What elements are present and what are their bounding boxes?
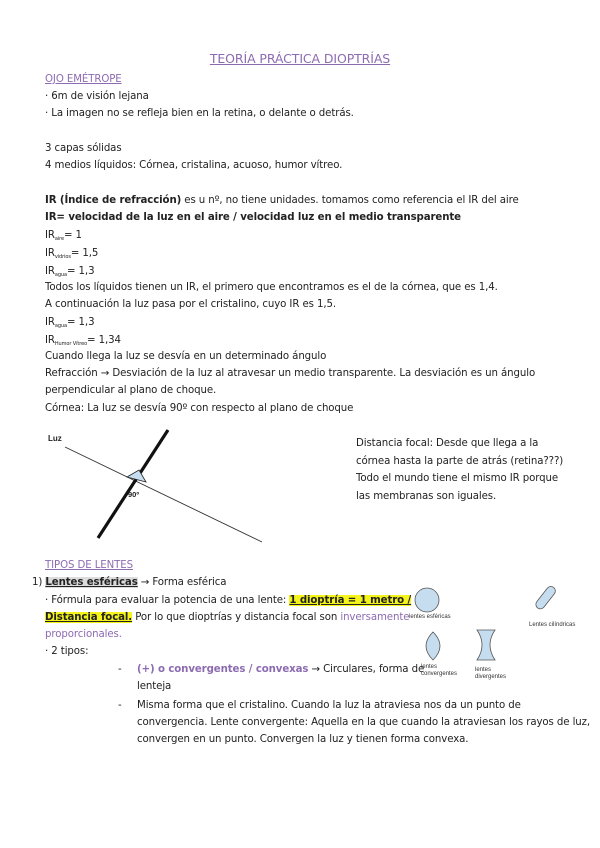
convergent-caption-1: lentes bbox=[421, 664, 438, 670]
inversely-text: inversamente bbox=[340, 612, 410, 623]
list-item-spherical bbox=[32, 576, 226, 589]
text-deviation: Cuando llega la luz se desvía en un determinado ángulo bbox=[45, 351, 327, 362]
ir-air: $IR_{aire}= 1$ bbox=[45, 230, 82, 242]
ir-vitreous: $IR_{Humor Vítreo}= 1,34$ bbox=[45, 335, 121, 347]
same-form-1: Misma forma que el cristalino. Cuando la luz la atraviesa nos da un punto de bbox=[137, 700, 521, 711]
text-continuation: A continuación la luz pasa por el cristalino, cuyo IR es 1,5. bbox=[45, 299, 337, 310]
focal-highlight: Distancia focal. bbox=[45, 612, 133, 623]
text-media: 4 medios líquidos: Córnea, cristalina, acuoso, humor vítreo. bbox=[45, 160, 343, 171]
ir-term: IR (Índice de refracción) bbox=[45, 195, 182, 206]
divergent-caption-2: divergentes bbox=[475, 674, 507, 680]
list-number: 1) bbox=[32, 577, 43, 588]
proportional-line: Distancia focal. Por lo que dioptrías y distancia focal son inversamente bbox=[45, 612, 410, 623]
text-cornea: Córnea: La luz se desvía 90º con respecto al plano de choque bbox=[45, 403, 354, 414]
dash-2: - bbox=[118, 700, 122, 711]
refraction-diagram bbox=[40, 425, 280, 555]
divergent-lens-icon bbox=[477, 630, 495, 660]
spherical-lens-icon bbox=[415, 588, 439, 612]
convergent-caption-2: convergentes bbox=[421, 671, 458, 677]
same-form-3: convergen en un punto. Convergen la luz y tienen forma convexa. bbox=[137, 734, 469, 745]
ir-water-2: $IR_{agua}= 1,3$ bbox=[45, 317, 95, 329]
ir-definition bbox=[45, 194, 519, 207]
focal-line-2: córnea hasta la parte de atrás (retina???) bbox=[356, 456, 564, 467]
formula-line: · Fórmula para evaluar la potencia de una lente: 1 dioptría = 1 metro / bbox=[45, 595, 412, 606]
convergent-line: (+) o convergentes / convexas → Circulares, forma de bbox=[137, 664, 425, 675]
text-refraction-1: Refracción → Desviación de la luz al atravesar un medio transparente. La desviación es un ángulo bbox=[45, 368, 536, 379]
convergent-label: (+) o convergentes / convexas bbox=[137, 664, 309, 675]
focal-line-1: Distancia focal: Desde que llega a la bbox=[356, 438, 539, 449]
focal-line-3: Todo el mundo tiene el mismo IR porque bbox=[356, 473, 559, 484]
ir-definition-rest: es u nº, no tiene unidades. tomamos como referencia el IR del aire bbox=[181, 195, 519, 206]
section-heading-ojo-emetrope: OJO EMÉTROPE bbox=[45, 74, 122, 85]
spherical-caption: lentes esféricas bbox=[409, 614, 451, 620]
dash-1: - bbox=[118, 664, 122, 675]
types-line: · 2 tipos: bbox=[45, 646, 89, 657]
section-heading-tipos-lentes: TIPOS DE LENTES bbox=[45, 560, 133, 571]
cornea-plane-line bbox=[98, 430, 168, 538]
same-form-2: convergencia. Lente convergente: Aquella en la que cuando la atraviesan los rayos de luz, bbox=[137, 717, 591, 728]
spherical-lens-label: Lentes esféricas bbox=[45, 577, 138, 588]
text-liquids: Todos los líquidos tienen un IR, el primero que encontramos es el de la córnea, que es 1,4. bbox=[45, 282, 498, 293]
lens-figure bbox=[405, 580, 575, 690]
angle-label: 90º bbox=[128, 490, 140, 499]
bullet-vision: · 6m de visión lejana bbox=[45, 91, 149, 102]
ir-glass: $IR_{vidrios}= 1,5$ bbox=[45, 248, 99, 260]
convergent-line-2: lenteja bbox=[137, 681, 172, 692]
page-title: TEORÍA PRÁCTICA DIOPTRÍAS bbox=[209, 51, 391, 66]
spherical-lens-rest: → Forma esférica bbox=[137, 577, 227, 588]
cylindrical-lens-icon bbox=[534, 585, 557, 611]
proportional-word: proporcionales. bbox=[45, 629, 122, 640]
text-layers: 3 capas sólidas bbox=[45, 143, 122, 154]
text-refraction-2: perpendicular al plano de choque. bbox=[45, 385, 217, 396]
light-ray-line bbox=[65, 447, 262, 542]
cylindrical-caption: Lentes cilíndricas bbox=[529, 622, 576, 628]
ir-water: $IR_{agua}= 1,3$ bbox=[45, 266, 95, 278]
light-label: Luz bbox=[48, 434, 62, 443]
formula-highlight: 1 dioptría = 1 metro / bbox=[289, 595, 412, 606]
ir-formula: IR= velocidad de la luz en el aire / velocidad luz en el medio transparente bbox=[45, 212, 461, 223]
divergent-caption-1: lentes bbox=[475, 667, 492, 673]
convergent-lens-icon bbox=[426, 632, 440, 660]
bullet-image: · La imagen no se refleja bien en la retina, o delante o detrás. bbox=[45, 108, 354, 119]
focal-line-4: las membranas son iguales. bbox=[356, 491, 497, 502]
